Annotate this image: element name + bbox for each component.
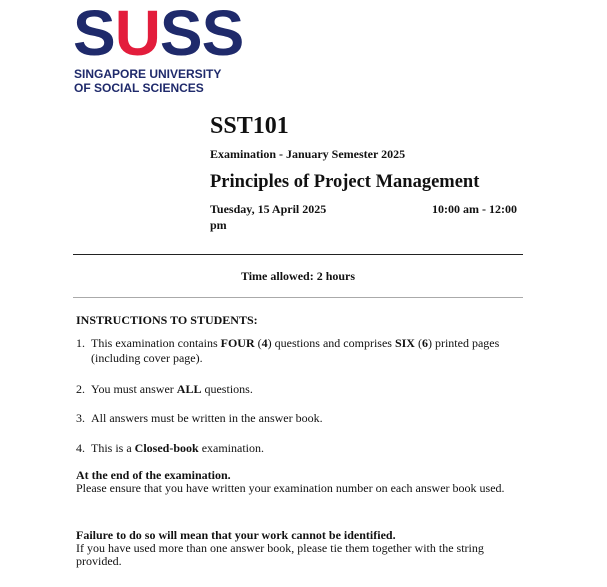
suss-wordmark: SUSS bbox=[73, 0, 244, 69]
instructions-heading: INSTRUCTIONS TO STUDENTS: bbox=[76, 313, 258, 327]
exam-date: Tuesday, 15 April 2025 bbox=[210, 202, 327, 216]
exam-time: 10:00 am - 12:00 bbox=[432, 202, 517, 216]
instruction-item: 2. You must answer ALL questions. bbox=[76, 382, 253, 396]
university-name: SINGAPORE UNIVERSITY OF SOCIAL SCIENCES bbox=[74, 67, 222, 95]
exam-time-continued: pm bbox=[210, 218, 227, 232]
instruction-item: 4. This is a Closed-book examination. bbox=[76, 441, 265, 455]
instruction-item: 1. This examination contains FOUR (4) questions and comprises SIX (6) printed pages (including cover page). bbox=[76, 336, 500, 365]
instruction-item: 3. All answers must be written in the answer book. bbox=[76, 411, 323, 425]
divider-bottom bbox=[73, 297, 523, 298]
course-title: Principles of Project Management bbox=[210, 172, 480, 192]
failure-section: Failure to do so will mean that your work cannot be identified. If you have used more than one answer book, please tie them together with the string provided. bbox=[76, 528, 484, 568]
exam-semester: Examination - January Semester 2025 bbox=[210, 147, 406, 161]
course-code: SST101 bbox=[210, 113, 289, 139]
end-of-exam-section: At the end of the examination. Please ensure that you have written your examination number on each answer book used. bbox=[76, 468, 505, 495]
time-allowed: Time allowed: 2 hours bbox=[240, 269, 356, 283]
divider-top bbox=[73, 254, 523, 255]
suss-logo bbox=[73, 0, 253, 95]
